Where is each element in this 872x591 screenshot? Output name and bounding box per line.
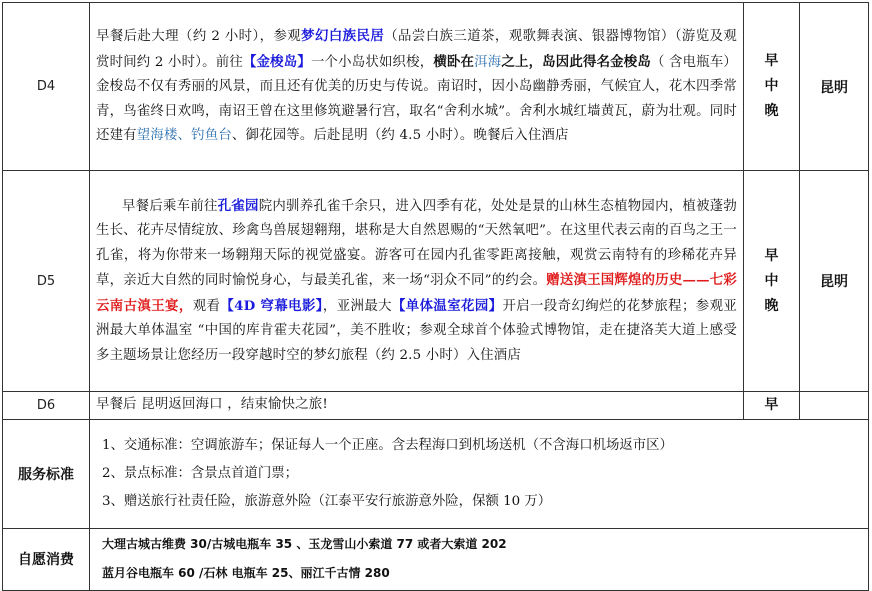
description-segment: 早餐后乘车前往 (122, 198, 218, 214)
hotel-city: 昆明 (800, 171, 869, 392)
day-label: D5 (3, 171, 90, 392)
meals-cell (744, 392, 800, 420)
service-line: 1、交通标准：空调旅游车；保证每人一个正座。含去程海口到机场送机（不含海口机场返市区） (102, 437, 673, 453)
service-content (90, 419, 869, 528)
description-segment: 洱海 (474, 54, 502, 70)
description-segment: 院内驯养孔雀千余只，进入四季有花，处处是景的山林生态植物园内，植被蓬勃生长、花卉尽情绽放、珍禽鸟兽展翅翱翔，堪称是大自然恩赐的“天然氧吧”。在这里代表云南的百鸟之王一孔雀，将为你带来一场翱翔天际的视觉盛宴。游客可在园内孔雀零距离接触，观赏云南特有的珍稀花卉异草，亲近大自然的同时愉悦身心，与最美孔雀，来一场“羽众不同”的约会。 (96, 198, 738, 289)
optional-row (3, 528, 869, 590)
service-line: 3、赠送旅行社责任险，旅游意外险（江泰平安行旅游意外险，保额 10 万） (102, 493, 552, 509)
description-segment: 开启一段奇幻绚烂的花梦旅程；参观亚洲最大单体温室 “中国的库肯霍夫花园”，美不胜收；参观全球首个体验式博物馆，走在捷洛芙大道上感受多主题场景让您经历一段穿越时空的梦幻旅程（约 2.5 小时）入住酒店 (96, 298, 737, 363)
description-segment: 横卧在 (433, 53, 475, 70)
meal-lunch: 中 (764, 78, 779, 94)
description-segment: （品尝白族三道茶，观歌舞表演、银器博物馆）（游览及观赏时间约 2 小时）。前往 (96, 29, 738, 70)
description-segment: 、御花园等。后赴昆明（约 4.5 小时）。晚餐后入住酒店 (231, 128, 569, 144)
hotel-city (800, 392, 869, 420)
meal-breakfast: 早 (764, 247, 779, 264)
description-segment: ，亚洲最大 (322, 298, 392, 314)
description-segment: 【金梭岛】 (242, 53, 311, 70)
day-label: D4 (3, 3, 90, 171)
optional-line: 大理古城古维费 30/古城电瓶车 35 、玉龙雪山小索道 77 或者大索道 202 (102, 537, 507, 551)
description-segment: 赠送滇王国辉煌的历史——七彩云南古滇王宴， (96, 272, 737, 314)
meals-cell (744, 3, 800, 171)
meal-breakfast: 早 (764, 53, 779, 69)
day-label: D6 (3, 392, 90, 420)
description-segment: 孔雀园 (217, 197, 259, 214)
meal-lunch: 中 (764, 272, 779, 289)
description-segment: （ 含电瓶车）金梭岛不仅有秀丽的风景，而且还有优美的历史与传说。南诏时，因小岛幽静秀丽，气候宜人，花木四季常青，鸟雀终日欢鸣，南诏王曾在这里修筑避暑行宫，取名“舍利水城”。舍利水城红墙黄瓦，蔚为壮观。同时还建有 (96, 54, 738, 144)
meal-breakfast: 早 (764, 396, 779, 413)
day-description (90, 3, 744, 171)
description-segment: 观看 (192, 298, 221, 314)
description-segment: 一个小岛状如织梭， (310, 54, 434, 70)
itinerary-table (2, 2, 869, 591)
optional-label: 自愿消费 (3, 528, 90, 590)
meal-dinner: 晚 (764, 297, 779, 314)
optional-line: 蓝月谷电瓶车 60 /石林 电瓶车 25、丽江千古情 280 (102, 566, 390, 580)
hotel-city: 昆明 (800, 3, 869, 171)
description-segment: 梦幻白族民居 (301, 28, 385, 45)
service-row (3, 419, 869, 528)
meals-cell (744, 171, 800, 392)
day-description (90, 392, 744, 420)
optional-content (90, 528, 869, 590)
day-row-d6 (3, 392, 869, 420)
meal-dinner: 晚 (764, 103, 779, 119)
description-segment: 望海楼、钓鱼台 (136, 128, 232, 144)
day-row-d4 (3, 3, 869, 171)
day-row-d5 (3, 171, 869, 392)
description-segment: 【4D 穹幕电影】 (220, 297, 323, 314)
service-label: 服务标准 (3, 419, 90, 528)
service-line: 2、景点标准：含景点首道门票； (102, 465, 298, 481)
description-segment: 【单体温室花园】 (391, 297, 503, 314)
description-segment: 早餐后赴大理（约 2 小时），参观 (96, 29, 302, 45)
description-segment: 之上，岛因此得名金梭岛 (501, 53, 651, 70)
description-segment: 早餐后 昆明返回海口 ，结束愉快之旅! (96, 397, 328, 412)
day-description (90, 171, 744, 392)
